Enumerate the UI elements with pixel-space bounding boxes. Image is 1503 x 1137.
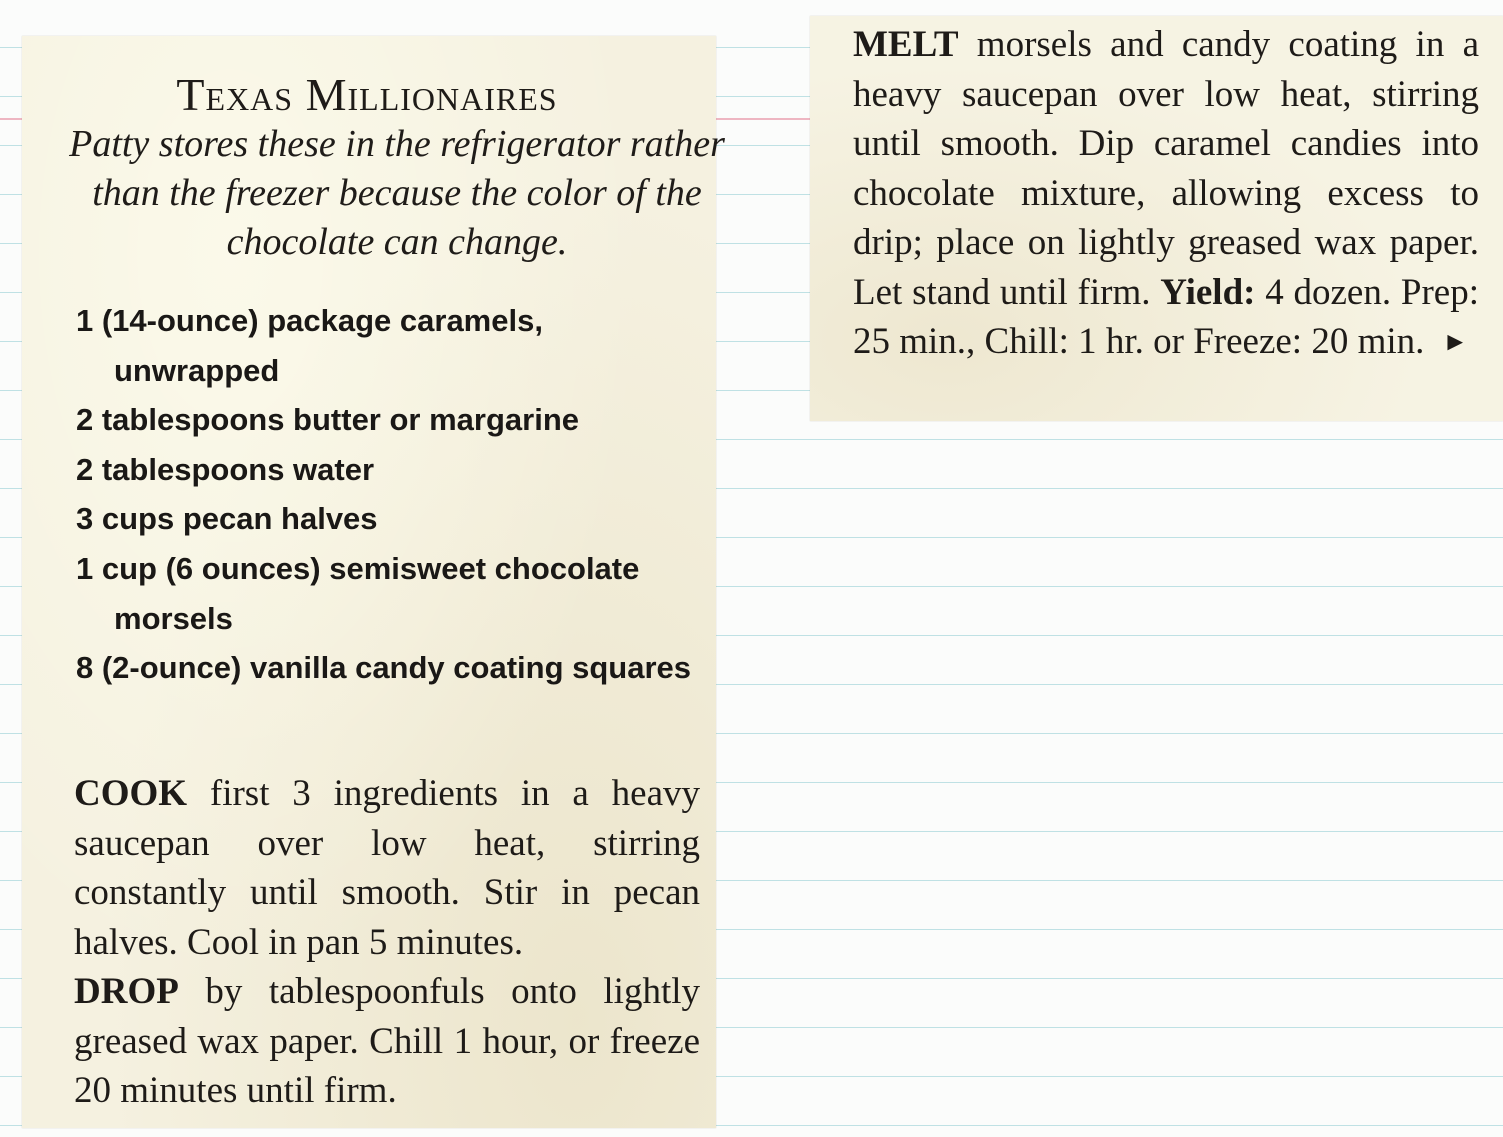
- step-keyword: MELT: [853, 24, 959, 65]
- step-keyword: COOK: [74, 773, 188, 814]
- continue-arrow-icon: ►: [1442, 327, 1469, 356]
- yield-value: 4 dozen.: [1255, 271, 1392, 313]
- step-drop: [74, 967, 700, 1116]
- step-text: first 3 ingredients in a heavy saucepan over low heat, stirring constantly until smooth. Stir in pecan halves. Cool in pan 5 minutes.: [74, 773, 700, 963]
- step-text: morsels and candy coating in a heavy saucepan over low heat, stirring until smooth. Dip caramel candies into chocolate mixture, allowing excess to drip; place on lightly greased wax paper. Let stand until firm.: [853, 24, 1479, 313]
- yield-label: Yield:: [1160, 271, 1256, 313]
- ingredient-list: [76, 296, 696, 693]
- ingredient-item: 1 (14-ounce) package caramels, unwrapped: [76, 303, 543, 388]
- step-cook: [74, 769, 700, 967]
- recipe-subtitle: Patty stores these in the refrigerator rather than the freezer because the color of the chocolate can change.: [69, 123, 725, 263]
- ingredient-item: 3 cups pecan halves: [76, 501, 378, 537]
- recipe-title: Texas Millionaires: [176, 69, 558, 120]
- step-keyword: DROP: [74, 971, 179, 1012]
- step-text: by tablespoonfuls onto lightly greased wax paper. Chill 1 hour, or freeze 20 minutes until firm.: [74, 971, 700, 1111]
- step-melt: [853, 20, 1479, 367]
- ingredient-item: 2 tablespoons butter or margarine: [76, 402, 579, 438]
- ingredient-item: 1 cup (6 ounces) semisweet chocolate morsels: [76, 550, 640, 636]
- ingredient-item: 8 (2-ounce) vanilla candy coating squares: [76, 650, 692, 686]
- ingredient-item: 2 tablespoons water: [76, 451, 375, 487]
- time-info: Prep: 25 min., Chill: 1 hr. or Freeze: 20 min.: [853, 271, 1479, 362]
